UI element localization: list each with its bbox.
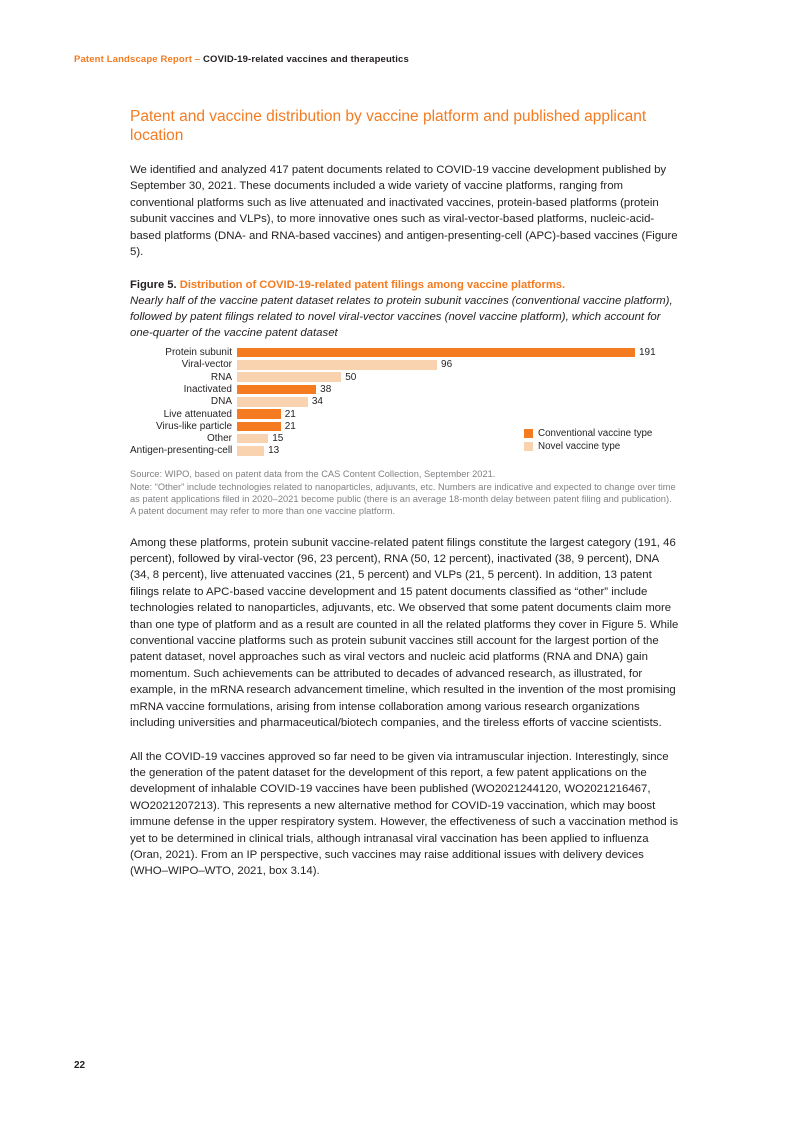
- paragraph-intro: We identified and analyzed 417 patent documents related to COVID-19 vaccine development published by September 30, 2021. These documents included a wide variety of vaccine platforms, ranging from conventional platforms such as live attenuated and inactivated vaccines, protein-based platforms (protein subunit vaccines and VLPs), to more innovative ones such as viral-vector-based platforms, nucleic-acid-based platforms (DNA- and RNA-based vaccines) and antigen-presenting-cell (APC)-based vaccines (Figure 5).: [130, 164, 678, 259]
- bar-value-label: 96: [441, 359, 453, 371]
- chart-row: [130, 346, 679, 358]
- bar-value-label: 21: [284, 420, 296, 432]
- bar-track: [237, 409, 296, 420]
- bar-track: [237, 359, 452, 370]
- bar: [237, 434, 268, 444]
- bar-track: [237, 372, 356, 383]
- section-title: Patent and vaccine distribution by vaccine platform and published applicant location: [130, 108, 647, 144]
- bar-track: [237, 433, 283, 444]
- chart-row: [130, 396, 679, 408]
- bar: [237, 409, 281, 419]
- bar-value-label: 15: [272, 433, 284, 445]
- bar-value-label: 21: [284, 408, 296, 420]
- figure-source: Source: WIPO, based on patent data from the CAS Content Collection, September 2021.: [130, 469, 496, 480]
- figure-note: Note: “Other” include technologies related to nanoparticles, adjuvants, etc. Numbers are indicative and expected to change over time as patent applications filed in 2020–2021 become public (there is an average 18-month delay between patent filing and publication). A patent document may refer to more than one vaccine platform.: [130, 481, 676, 517]
- bar: [237, 348, 635, 358]
- bar-value-label: 34: [311, 396, 323, 408]
- bar-category-label: Live attenuated: [163, 408, 232, 420]
- page-number: 22: [74, 1060, 86, 1071]
- bar: [237, 397, 308, 407]
- bar-category-label: Other: [206, 433, 232, 445]
- chart-row: [130, 383, 679, 395]
- bar-category-label: RNA: [210, 371, 232, 383]
- bar-value-label: 50: [345, 371, 357, 383]
- legend-label: Novel vaccine type: [538, 441, 621, 453]
- figure-label: Figure 5.: [130, 279, 177, 292]
- novel-swatch-icon: [524, 442, 533, 451]
- bar-value-label: 191: [639, 347, 656, 359]
- bar-value-label: 13: [268, 445, 280, 457]
- legend-item-novel: [524, 440, 652, 454]
- bar-category-label: Viral-vector: [181, 359, 232, 371]
- figure-title: Distribution of COVID-19-related patent filings among vaccine platforms.: [179, 279, 566, 292]
- bar: [237, 446, 264, 456]
- figure5-bar-chart: [130, 346, 679, 458]
- report-title: COVID-19-related vaccines and therapeutics: [203, 54, 409, 65]
- chart-row: [130, 371, 679, 383]
- paragraph-analysis: Among these platforms, protein subunit vaccine-related patent filings constitute the largest category (191, 46 percent), followed by viral-vector (96, 23 percent), RNA (50, 12 percent), inactivated (38, 9 percent), DNA (34, 8 percent), live attenuated vaccines (21, 5 percent) and VLPs (21, 5 percent). In addition, 13 patent filings relate to APC-based vaccine development and 15 patent documents classified as “other” include technologies related to nanoparticles, adjuvants, etc. We observed that some patent documents claim more than one type of platform and as a result are counted in all the related platforms they cover in Figure 5. While conventional vaccine platforms such as protein subunit vaccines still account for the largest portion of the patent dataset, novel approaches such as viral vectors and nucleic acid platforms (RNA and DNA) gain momentum. Such achievements can be attributed to decades of advanced research, as illustrated, for example, in the mRNA research advancement timeline, which resulted in the invention of the most promising mRNA vaccine formulations, arising from intense collaboration among various research organizations including universities and pharmaceutical/biotech companies, and the tireless efforts of vaccine scientists.: [130, 536, 679, 730]
- bar-track: [237, 347, 656, 358]
- bar-category-label: Inactivated: [183, 383, 232, 395]
- bar-track: [237, 396, 323, 407]
- legend-label: Conventional vaccine type: [538, 427, 653, 439]
- bar: [237, 360, 437, 370]
- bar-category-label: DNA: [210, 396, 232, 408]
- paragraph-injection: All the COVID-19 vaccines approved so far need to be given via intramuscular injection. Interestingly, since the generation of the patent dataset for the development of this report, a few patent applications on the development of inhalable COVID-19 vaccines have been published (WO2021244120, WO2021216467, WO2021207213). This represents a new alternative method for COVID-19 vaccination, which may boost immune defense in the upper respiratory system. However, the effectiveness of such a vaccination method is yet to be determined in clinical trials, although intranasal viral vaccination has been applied to influenza (Oran, 2021). From an IP perspective, such vaccines may raise additional issues with delivery devices (WHO–WIPO–WTO, 2021, box 3.14).: [130, 750, 679, 878]
- legend-item-conventional: [524, 426, 652, 440]
- bar: [237, 422, 281, 432]
- chart-row: [130, 359, 679, 371]
- report-series-label: Patent Landscape Report –: [74, 54, 201, 65]
- figure-description: Nearly half of the vaccine patent dataset relates to protein subunit vaccines (conventional vaccine platform), followed by patent filings related to novel viral-vector vaccines (novel vaccine platform), which account for one-quarter of the vaccine patent dataset: [130, 295, 673, 340]
- bar: [237, 372, 341, 382]
- bar-value-label: 38: [320, 383, 332, 395]
- bar: [237, 385, 316, 395]
- bar-category-label: Antigen-presenting-cell: [130, 445, 233, 457]
- chart-row: [130, 408, 679, 420]
- bar-category-label: Protein subunit: [165, 347, 232, 359]
- content-column: [130, 107, 679, 880]
- figure-caption: [130, 277, 679, 293]
- bar-category-label: Virus-like particle: [156, 420, 232, 432]
- running-header: [74, 54, 409, 65]
- chart-legend: [524, 426, 652, 453]
- conventional-swatch-icon: [524, 429, 533, 438]
- bar-track: [237, 445, 279, 456]
- bar-track: [237, 384, 331, 395]
- bar-track: [237, 421, 296, 432]
